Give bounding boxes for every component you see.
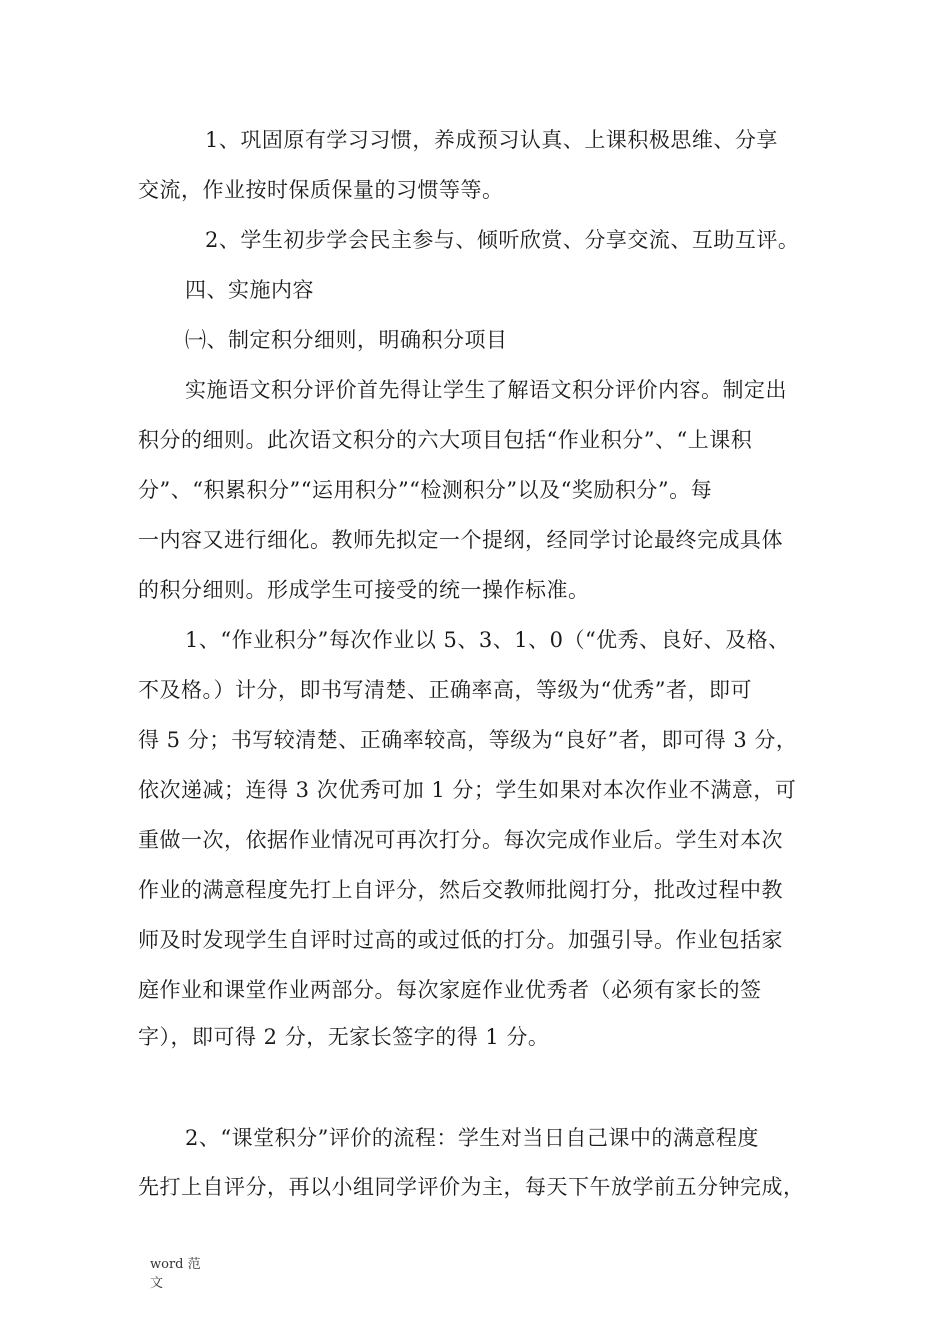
text-line-14: 依次递减；连得 3 次优秀可加 1 分；学生如果对本次作业不满意，可 (138, 778, 797, 802)
footer-label-1: word 范 (150, 1257, 201, 1272)
text-line-2: 交流，作业按时保质保量的习惯等等。 (138, 178, 504, 202)
text-line-9: 一内容又进行细化。教师先拟定一个提纲，经同学讨论最终完成具体 (138, 528, 783, 552)
text-line-8: 分”、“积累积分”“运用积分”“检测积分”以及“奖励积分”。每 (138, 478, 713, 502)
text-line-17: 师及时发现学生自评时过高的或过低的打分。加强引导。作业包括家 (138, 928, 783, 952)
text-line-21: 先打上自评分，再以小组同学评价为主，每天下午放学前五分钟完成， (138, 1175, 805, 1199)
text-line-16: 作业的满意程度先打上自评分，然后交教师批阅打分，批改过程中教 (138, 878, 783, 902)
subsection-heading: ㈠、制定积分细则，明确积分项目 (185, 328, 508, 352)
text-line-10: 的积分细则。形成学生可接受的统一操作标准。 (138, 578, 590, 602)
text-line-6: 实施语文积分评价首先得让学生了解语文积分评价内容。制定出 (185, 378, 787, 402)
text-line-7: 积分的细则。此次语文积分的六大项目包括“作业积分”、“上课积 (138, 428, 753, 452)
text-line-15: 重做一次，依据作业情况可再次打分。每次完成作业后。学生对本次 (138, 828, 783, 852)
text-line-11: 1、“作业积分”每次作业以 5、3、1、0（“优秀、良好、及格、 (185, 628, 790, 652)
text-line-3: 2、学生初步学会民主参与、倾听欣赏、分享交流、互助互评。 (205, 228, 800, 252)
text-line-1: 1、巩固原有学习习惯，养成预习认真、上课积极思维、分享 (205, 128, 778, 152)
footer-label-2: 文 (150, 1276, 164, 1291)
text-line-20: 2、“课堂积分”评价的流程：学生对当日自己课中的满意程度 (185, 1126, 759, 1150)
text-line-13: 得 5 分；书写较清楚、正确率较高，等级为“良好”者，即可得 3 分， (138, 728, 798, 752)
section-heading: 四、实施内容 (185, 278, 314, 302)
text-line-19: 字），即可得 2 分，无家长签字的得 1 分。 (138, 1025, 550, 1049)
text-line-18: 庭作业和课堂作业两部分。每次家庭作业优秀者（必须有家长的签 (138, 978, 762, 1002)
text-line-12: 不及格。）计分，即书写清楚、正确率高，等级为“优秀”者，即可 (138, 678, 752, 702)
